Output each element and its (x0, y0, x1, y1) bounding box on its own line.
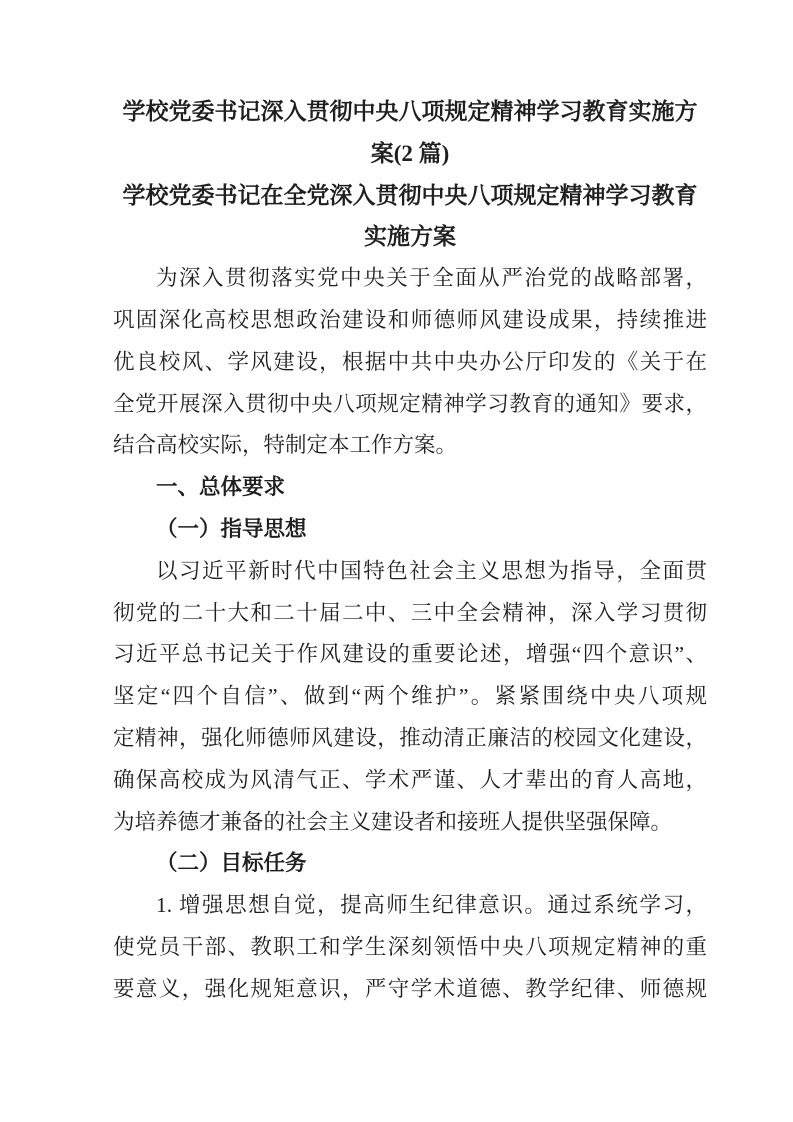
paragraph1-line: 优良校风、学风建设，根据中共中央办公厅印发的《关于在 (113, 349, 707, 374)
paragraph3-line: 使党员干部、教职工和学生深刻领悟中央八项规定精神的重 (113, 934, 707, 959)
paragraph1-line: 结合高校实际，特制定本工作方案。 (113, 433, 458, 458)
doc-subtitle-line-2: 实施方案 (364, 224, 456, 250)
doc-subtitle-line-1: 学校党委书记在全党深入贯彻中央八项规定精神学习教育 (122, 182, 698, 208)
paragraph2-line: 确保高校成为风清气正、学术严谨、人才辈出的育人高地， (113, 767, 707, 792)
doc-title-line-1: 学校党委书记深入贯彻中央八项规定精神学习教育实施方 (122, 99, 698, 124)
doc-title-line-2: 案(2 篇) (370, 140, 450, 166)
section-heading-overall: 一、总体要求 (156, 475, 286, 500)
section-heading-goals-tasks: （二）目标任务 (156, 851, 307, 876)
section-heading-guiding-thought: （一）指导思想 (156, 516, 307, 541)
paragraph1-line: 为深入贯彻落实党中央关于全面从严治党的战略部署， (156, 266, 707, 291)
paragraph2-line: 坚定“四个自信”、做到“两个维护”。紧紧围绕中央八项规 (113, 684, 707, 709)
paragraph2-line: 定精神，强化师德师风建设，推动清正廉洁的校园文化建设， (113, 725, 707, 750)
paragraph1-line: 巩固深化高校思想政治建设和师德师风建设成果，持续推进 (113, 307, 707, 332)
paragraph2-line: 习近平总书记关于作风建设的重要论述，增强“四个意识”、 (113, 642, 707, 667)
paragraph3-line: 1. 增强思想自觉，提高师生纪律意识。通过系统学习， (156, 893, 707, 918)
paragraph3-line: 要意义，强化规矩意识，严守学术道德、教学纪律、师德规 (113, 976, 707, 1001)
paragraph2-line: 以习近平新时代中国特色社会主义思想为指导，全面贯 (156, 558, 707, 583)
paragraph2-line: 彻党的二十大和二十届二中、三中全会精神，深入学习贯彻 (113, 600, 707, 625)
paragraph2-line: 为培养德才兼备的社会主义建设者和接班人提供坚强保障。 (113, 809, 673, 834)
paragraph1-line: 全党开展深入贯彻中央八项规定精神学习教育的通知》要求， (113, 391, 707, 416)
